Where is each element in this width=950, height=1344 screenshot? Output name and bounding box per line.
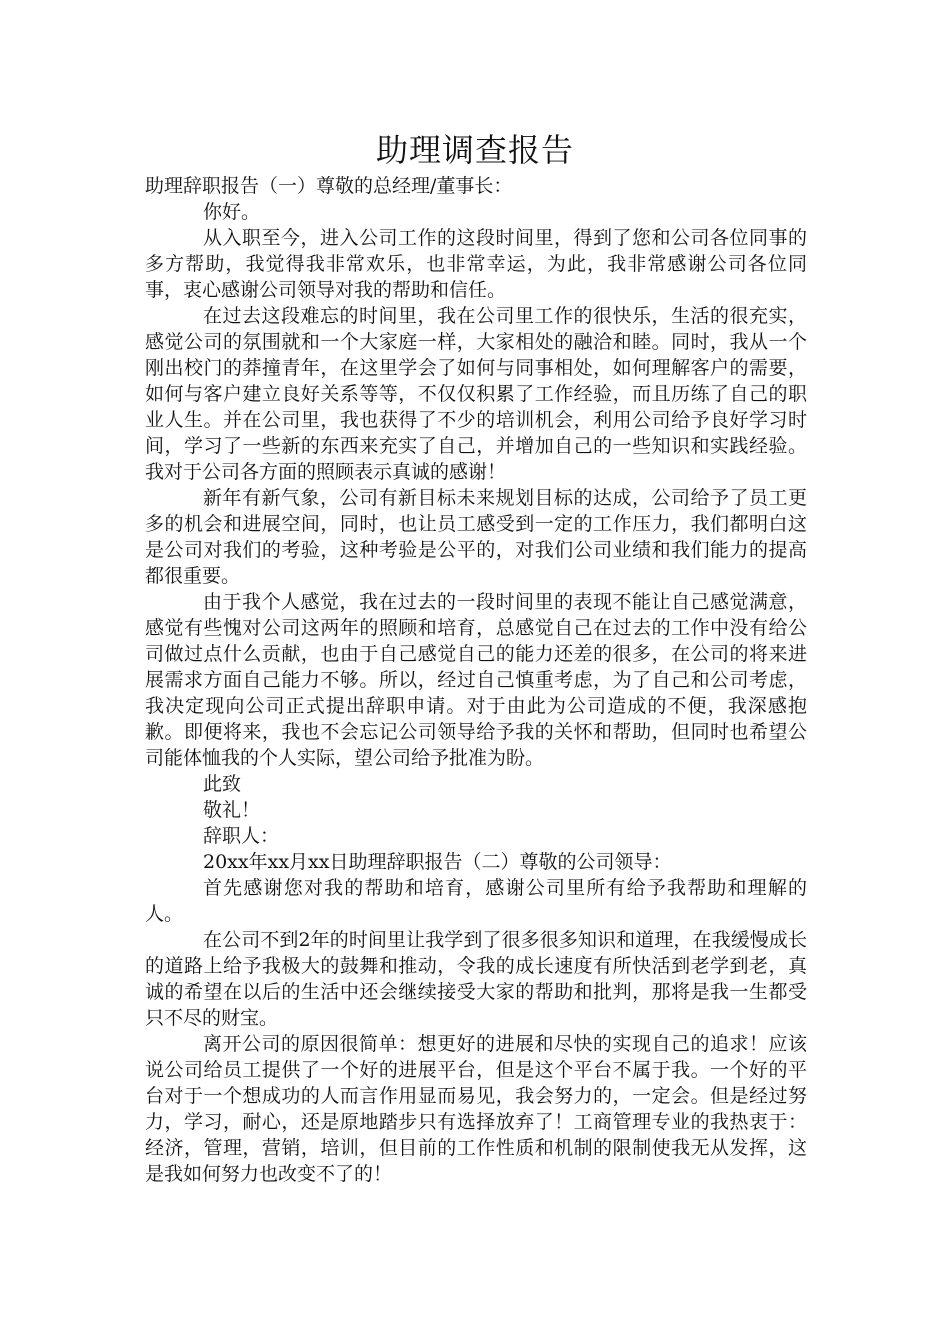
- closing-line: 辞职人：: [203, 825, 280, 847]
- paragraph: 离开公司的原因很简单：想更好的进展和尽快的实现自己的追求！应该说公司给员工提供了一个好的进展平台，但是这个平台不属于我。一个好的平台对于一个想成功的人而言作用显而易见，我会努力的，一定会。但是经过努力，学习，耐心，还是原地踏步只有选择放弃了！工商管理专业的我热衷于：经济，管理，营销，培训，但目前的工作性质和机制的限制使我无从发挥，这是我如何努力也改变不了的！: [145, 1033, 807, 1185]
- closing-line: 此致: [203, 773, 242, 795]
- paragraph: 新年有新气象，公司有新目标未来规划目标的达成，公司给予了员工更多的机会和进展空间，同时，也让员工感受到一定的工作压力，我们都明白这是公司对我们的考验，这种考验是公平的，对我们公司业绩和我们能力的提高都很重要。: [145, 487, 807, 587]
- paragraph: 你好。: [203, 201, 261, 223]
- paragraph: 首先感谢您对我的帮助和培育，感谢公司里所有给予我帮助和理解的人。: [145, 877, 807, 925]
- paragraph: 在公司不到2年的时间里让我学到了很多很多知识和道理，在我缓慢成长的道路上给予我极大的鼓舞和推动，令我的成长速度有所快活到老学到老，真诚的希望在以后的生活中还会继续接受大家的帮助和批判，那将是我一生都受只不尽的财宝。: [145, 929, 807, 1029]
- closing-line: 20xx年xx月xx日助理辞职报告（二）尊敬的公司领导：: [203, 851, 672, 873]
- paragraph: 在过去这段难忘的时间里，我在公司里工作的很快乐，生活的很充实，感觉公司的氛围就和一个大家庭一样，大家相处的融洽和睦。同时，我从一个刚出校门的莽撞青年，在这里学会了如何与同事相处，如何理解客户的需要，如何与客户建立良好关系等等，不仅仅积累了工作经验，而且历练了自己的职业人生。并在公司里，我也获得了不少的培训机会，利用公司给予良好学习时间，学习了一些新的东西来充实了自己，并增加自己的一些知识和实践经验。我对于公司各方面的照顾表示真诚的感谢！: [145, 305, 807, 483]
- closing-line: 敬礼！: [203, 799, 261, 821]
- paragraph: 从入职至今，进入公司工作的这段时间里，得到了您和公司各位同事的多方帮助，我觉得我非常欢乐，也非常幸运，为此，我非常感谢公司各位同事，衷心感谢公司领导对我的帮助和信任。: [145, 227, 807, 301]
- paragraph: 助理辞职报告（一）尊敬的总经理/董事长：: [145, 175, 513, 197]
- document-body: [145, 173, 807, 1187]
- paragraph: 由于我个人感觉，我在过去的一段时间里的表现不能让自己感觉满意，感觉有些愧对公司这两年的照顾和培育，总感觉自己在过去的工作中没有给公司做过点什么贡献，也由于自己感觉自己的能力还差的很多，在公司的将来进展需求方面自己能力不够。所以，经过自己慎重考虑，为了自己和公司考虑，我决定现向公司正式提出辞职申请。对于由此为公司造成的不便，我深感抱歉。即便将来，我也不会忘记公司领导给予我的关怀和帮助，但同时也希望公司能体恤我的个人实际，望公司给予批准为盼。: [145, 591, 807, 769]
- document-title: 助理调查报告: [375, 131, 574, 169]
